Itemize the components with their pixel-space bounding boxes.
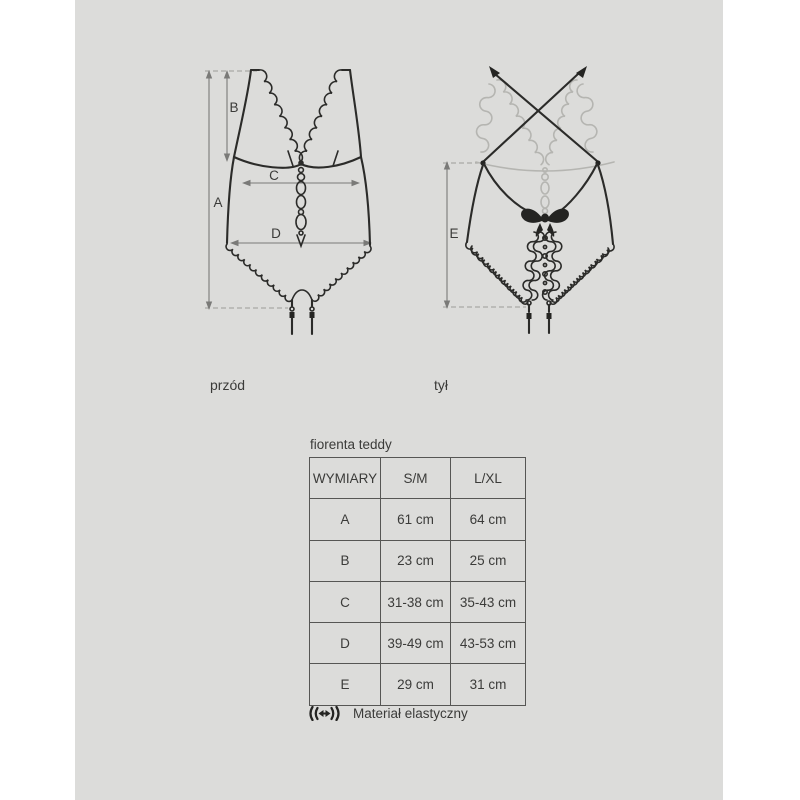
column-header-lxl: L/XL: [451, 458, 526, 499]
front-bead-chain: [296, 161, 306, 246]
front-crotch-arch: [292, 290, 312, 300]
back-open-edge-right: [556, 164, 597, 214]
value-cell: 25 cm: [451, 540, 526, 581]
measure-label-b: B: [229, 100, 239, 115]
front-left-lace-bottom: [226, 244, 292, 301]
front-right-dart: [333, 151, 338, 166]
column-header-sm: S/M: [381, 458, 451, 499]
material-footnote-text: Materiał elastyczny: [353, 705, 468, 721]
measure-arrow-B: [224, 70, 230, 162]
table-row: [310, 664, 526, 705]
front-left-dart: [288, 151, 293, 166]
dimension-cell: E: [310, 664, 381, 705]
front-left-side-seam: [227, 157, 234, 243]
back-right-side-seam: [598, 165, 613, 244]
table-row: [310, 540, 526, 581]
front-right-lace-bottom: [312, 246, 371, 301]
measure-label-c: C: [269, 168, 279, 183]
elastic-stretch-icon: [308, 706, 341, 721]
dimension-cell: D: [310, 623, 381, 664]
back-faded-front-lines: [476, 80, 614, 214]
front-underbust-right: [301, 157, 361, 168]
front-right-lace-neckline: [299, 70, 342, 163]
size-chart-title: fiorenta teddy: [310, 437, 392, 452]
size-chart-table: [309, 457, 526, 706]
dimension-cell: B: [310, 540, 381, 581]
value-cell: 31 cm: [451, 664, 526, 705]
front-left-lace-neckline: [259, 70, 302, 163]
measure-label-a: A: [213, 195, 223, 210]
value-cell: 35-43 cm: [451, 581, 526, 622]
back-left-side-seam: [467, 165, 483, 242]
back-crossed-straps: [480, 66, 600, 166]
value-cell: 61 cm: [381, 499, 451, 540]
back-open-edge-left: [484, 164, 534, 214]
measure-label-d: D: [271, 226, 281, 241]
material-footnote: [308, 702, 468, 724]
table-row: [310, 623, 526, 664]
value-cell: 23 cm: [381, 540, 451, 581]
table-header-row: [310, 458, 526, 499]
value-cell: 64 cm: [451, 499, 526, 540]
measure-arrow-A: [206, 70, 212, 310]
value-cell: 29 cm: [381, 664, 451, 705]
value-cell: 31-38 cm: [381, 581, 451, 622]
front-right-side-seam: [361, 157, 370, 245]
value-cell: 39-49 cm: [381, 623, 451, 664]
value-cell: 43-53 cm: [451, 623, 526, 664]
front-view-drawing: [205, 70, 372, 334]
garment-measurement-diagram: [75, 0, 723, 420]
front-view-label: przód: [210, 377, 246, 393]
back-view-drawing: [443, 66, 614, 333]
column-header-wymiary: WYMIARY: [310, 458, 381, 499]
dimension-cell: A: [310, 499, 381, 540]
front-garter-straps: [290, 300, 315, 334]
front-right-outer-edge: [350, 70, 361, 157]
measure-label-e: E: [449, 226, 459, 241]
back-crotch-bands: [523, 232, 562, 300]
table-row: [310, 581, 526, 622]
back-garter-straps: [527, 301, 552, 333]
dimension-cell: C: [310, 581, 381, 622]
back-view-label: tył: [434, 377, 448, 393]
table-row: [310, 499, 526, 540]
